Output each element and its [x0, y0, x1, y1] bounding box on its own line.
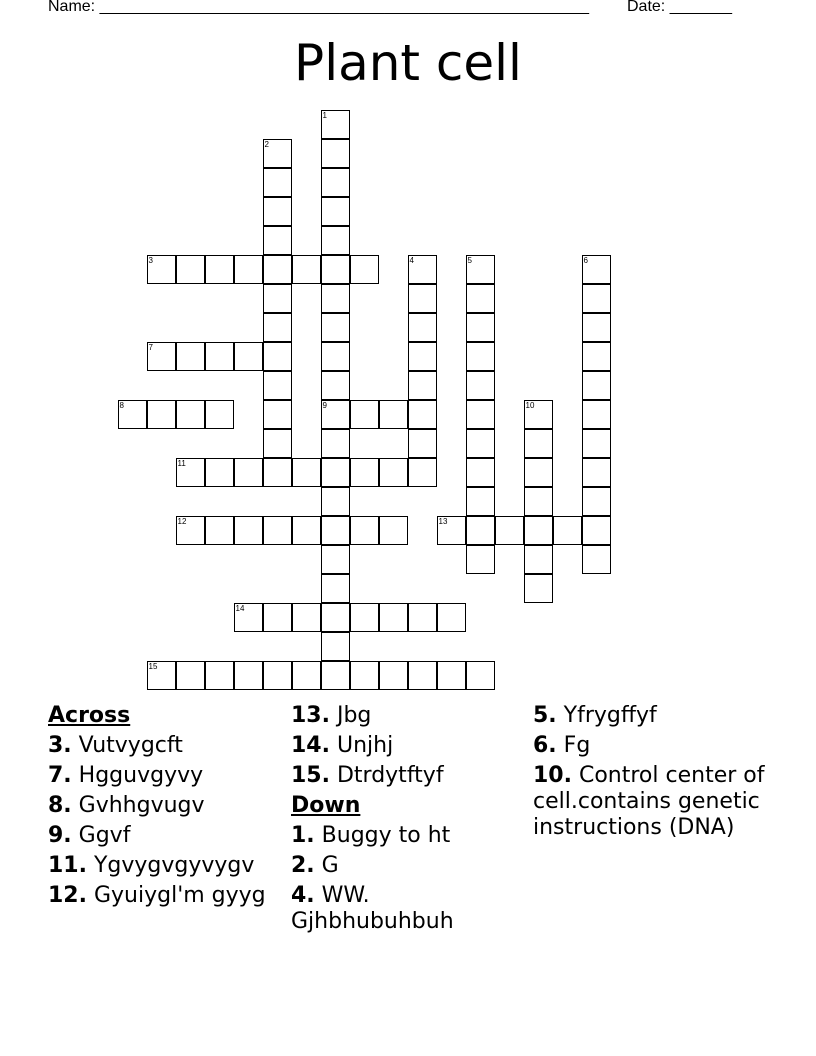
cell-number: 7 — [148, 343, 153, 352]
crossword-cell[interactable] — [147, 342, 176, 371]
cell-number: 3 — [148, 256, 153, 265]
crossword-cell[interactable] — [582, 545, 611, 574]
crossword-cell[interactable] — [321, 226, 350, 255]
clue-item — [48, 733, 273, 759]
crossword-cell[interactable] — [263, 458, 292, 487]
crossword-cell[interactable] — [263, 139, 292, 168]
clue-text: Buggy to ht — [314, 823, 451, 848]
crossword-cell[interactable] — [147, 255, 176, 284]
clues-column-3 — [533, 703, 773, 845]
crossword-cell[interactable] — [292, 516, 321, 545]
crossword-cell[interactable] — [466, 545, 495, 574]
crossword-cell[interactable] — [582, 255, 611, 284]
cell-number: 8 — [119, 401, 124, 410]
crossword-cell[interactable] — [205, 458, 234, 487]
crossword-cell[interactable] — [524, 429, 553, 458]
crossword-cell[interactable] — [205, 342, 234, 371]
crossword-cell[interactable] — [263, 226, 292, 255]
cell-number: 5 — [467, 256, 472, 265]
crossword-cell[interactable] — [205, 661, 234, 690]
cell-number: 9 — [322, 401, 327, 410]
down-heading: Down — [291, 793, 361, 818]
crossword-cell[interactable] — [466, 400, 495, 429]
crossword-cell[interactable] — [350, 458, 379, 487]
clue-item — [48, 853, 273, 879]
crossword-cell[interactable] — [263, 516, 292, 545]
crossword-cell[interactable] — [292, 661, 321, 690]
clue-number: 1. — [291, 823, 315, 848]
crossword-cell[interactable] — [466, 255, 495, 284]
crossword-cell[interactable] — [379, 516, 408, 545]
clue-text: Control center of cell.contains genetic instructions (DNA) — [533, 763, 765, 840]
crossword-cell[interactable] — [437, 661, 466, 690]
clue-item — [291, 703, 521, 729]
cell-number: 4 — [409, 256, 414, 265]
clue-item — [533, 763, 773, 841]
cell-number: 10 — [525, 401, 535, 410]
crossword-cell[interactable] — [321, 400, 350, 429]
clue-number: 4. — [291, 883, 315, 908]
crossword-cell[interactable] — [321, 429, 350, 458]
crossword-cell[interactable] — [176, 342, 205, 371]
crossword-cell[interactable] — [582, 458, 611, 487]
crossword-cell[interactable] — [350, 516, 379, 545]
crossword-cell[interactable] — [350, 603, 379, 632]
crossword-cell[interactable] — [466, 342, 495, 371]
crossword-cell[interactable] — [234, 255, 263, 284]
crossword-cell[interactable] — [466, 371, 495, 400]
crossword-cell[interactable] — [466, 458, 495, 487]
crossword-cell[interactable] — [263, 168, 292, 197]
crossword-cell[interactable] — [263, 400, 292, 429]
clue-text: G — [314, 853, 339, 878]
crossword-cell[interactable] — [321, 516, 350, 545]
crossword-cell[interactable] — [408, 603, 437, 632]
crossword-cell[interactable] — [321, 458, 350, 487]
crossword-cell[interactable] — [495, 516, 524, 545]
crossword-cell[interactable] — [321, 255, 350, 284]
cell-number: 12 — [177, 517, 187, 526]
clue-item — [48, 763, 273, 789]
crossword-cell[interactable] — [263, 313, 292, 342]
clue-text: Hgguvgyvy — [71, 763, 204, 788]
cell-number: 1 — [322, 111, 327, 120]
crossword-cell[interactable] — [292, 458, 321, 487]
crossword-cell[interactable] — [466, 661, 495, 690]
crossword-cell[interactable] — [263, 342, 292, 371]
crossword-cell[interactable] — [321, 313, 350, 342]
crossword-cell[interactable] — [582, 487, 611, 516]
clues-column-2 — [291, 703, 521, 939]
page-title: Plant cell — [294, 34, 522, 92]
crossword-cell[interactable] — [321, 168, 350, 197]
crossword-cell[interactable] — [350, 255, 379, 284]
crossword-cell[interactable] — [234, 603, 263, 632]
clue-number: 3. — [48, 733, 72, 758]
crossword-cell[interactable] — [205, 255, 234, 284]
crossword-cell[interactable] — [263, 371, 292, 400]
crossword-cell[interactable] — [466, 516, 495, 545]
crossword-cell[interactable] — [118, 400, 147, 429]
clue-item — [48, 823, 273, 849]
crossword-cell[interactable] — [176, 516, 205, 545]
crossword-cell[interactable] — [321, 110, 350, 139]
crossword-cell[interactable] — [408, 284, 437, 313]
across-heading: Across — [48, 703, 131, 728]
crossword-cell[interactable] — [582, 284, 611, 313]
cell-number: 11 — [177, 459, 186, 468]
crossword-cell[interactable] — [408, 371, 437, 400]
crossword-cell[interactable] — [321, 139, 350, 168]
crossword-cell[interactable] — [234, 516, 263, 545]
crossword-cell[interactable] — [524, 400, 553, 429]
clue-item — [533, 733, 773, 759]
clue-text: Ggvf — [71, 823, 131, 848]
crossword-cell[interactable] — [553, 516, 582, 545]
crossword-cell[interactable] — [582, 313, 611, 342]
crossword-cell[interactable] — [437, 516, 466, 545]
cell-number: 6 — [583, 256, 588, 265]
crossword-cell[interactable] — [379, 661, 408, 690]
crossword-cell[interactable] — [292, 603, 321, 632]
crossword-cell[interactable] — [524, 545, 553, 574]
clue-number: 2. — [291, 853, 315, 878]
clue-text: Dtrdytftyf — [329, 763, 444, 788]
crossword-cell[interactable] — [321, 197, 350, 226]
crossword-cell[interactable] — [263, 284, 292, 313]
crossword-cell[interactable] — [321, 487, 350, 516]
clue-item — [48, 793, 273, 819]
crossword-cell[interactable] — [408, 458, 437, 487]
clue-text: Unjhj — [329, 733, 394, 758]
cell-number: 14 — [235, 604, 245, 613]
crossword-cell[interactable] — [582, 429, 611, 458]
clue-number: 15. — [291, 763, 330, 788]
crossword-cell[interactable] — [379, 603, 408, 632]
crossword-cell[interactable] — [176, 255, 205, 284]
clue-number: 12. — [48, 883, 87, 908]
crossword-cell[interactable] — [321, 284, 350, 313]
clue-item — [48, 883, 273, 909]
crossword-cell[interactable] — [582, 516, 611, 545]
name-field-label: Name: _______________________________________________________ — [48, 0, 589, 15]
cell-number: 13 — [438, 517, 448, 526]
clue-text: Fg — [556, 733, 591, 758]
clue-item — [533, 703, 773, 729]
clue-item — [291, 853, 521, 879]
date-field-label: Date: _______ — [627, 0, 732, 15]
crossword-cell[interactable] — [408, 429, 437, 458]
clue-number: 11. — [48, 853, 87, 878]
clues-column-1 — [48, 703, 273, 913]
clue-item — [291, 733, 521, 759]
crossword-cell[interactable] — [408, 661, 437, 690]
clue-item — [291, 763, 521, 789]
crossword-cell[interactable] — [263, 661, 292, 690]
crossword-cell[interactable] — [205, 400, 234, 429]
crossword-cell[interactable] — [263, 429, 292, 458]
clue-text: Ygvygvgyvygv — [86, 853, 255, 878]
clue-item — [291, 883, 521, 935]
crossword-cell[interactable] — [379, 400, 408, 429]
clue-number: 9. — [48, 823, 72, 848]
crossword-cell[interactable] — [321, 342, 350, 371]
crossword-cell[interactable] — [321, 371, 350, 400]
crossword-cell[interactable] — [263, 197, 292, 226]
crossword-cell[interactable] — [379, 458, 408, 487]
crossword-cell[interactable] — [582, 400, 611, 429]
crossword-cell[interactable] — [176, 400, 205, 429]
crossword-cell[interactable] — [350, 400, 379, 429]
clue-text: Gvhhgvugv — [71, 793, 205, 818]
crossword-cell[interactable] — [176, 661, 205, 690]
crossword-cell[interactable] — [321, 661, 350, 690]
crossword-cell[interactable] — [147, 661, 176, 690]
crossword-cell[interactable] — [524, 487, 553, 516]
crossword-cell[interactable] — [234, 342, 263, 371]
cell-number: 15 — [148, 662, 158, 671]
crossword-cell[interactable] — [408, 255, 437, 284]
crossword-cell[interactable] — [147, 400, 176, 429]
crossword-cell[interactable] — [524, 458, 553, 487]
cell-number: 2 — [264, 140, 269, 149]
crossword-cell[interactable] — [205, 516, 234, 545]
clue-number: 13. — [291, 703, 330, 728]
crossword-cell[interactable] — [263, 603, 292, 632]
crossword-cell[interactable] — [524, 574, 553, 603]
clue-number: 7. — [48, 763, 72, 788]
clue-number: 14. — [291, 733, 330, 758]
crossword-cell[interactable] — [321, 545, 350, 574]
crossword-cell[interactable] — [466, 313, 495, 342]
crossword-cell[interactable] — [321, 603, 350, 632]
crossword-cell[interactable] — [292, 255, 321, 284]
crossword-cell[interactable] — [466, 284, 495, 313]
crossword-cell[interactable] — [582, 371, 611, 400]
crossword-cell[interactable] — [234, 458, 263, 487]
crossword-cell[interactable] — [408, 342, 437, 371]
crossword-cell[interactable] — [466, 429, 495, 458]
clue-text: Yfrygffyf — [556, 703, 657, 728]
crossword-cell[interactable] — [582, 342, 611, 371]
clue-item — [291, 823, 521, 849]
crossword-cell[interactable] — [321, 632, 350, 661]
clue-text: WW. Gjhbhubuhbuh — [291, 883, 454, 934]
clue-number: 6. — [533, 733, 557, 758]
crossword-cell[interactable] — [263, 255, 292, 284]
clue-number: 10. — [533, 763, 572, 788]
clue-number: 5. — [533, 703, 557, 728]
clue-number: 8. — [48, 793, 72, 818]
crossword-cell[interactable] — [466, 487, 495, 516]
crossword-cell[interactable] — [524, 516, 553, 545]
clue-text: Jbg — [329, 703, 372, 728]
crossword-cell[interactable] — [176, 458, 205, 487]
crossword-cell[interactable] — [408, 313, 437, 342]
crossword-cell[interactable] — [350, 661, 379, 690]
crossword-cell[interactable] — [234, 661, 263, 690]
crossword-cell[interactable] — [437, 603, 466, 632]
clue-text: Gyuiygl'm gyyg — [86, 883, 266, 908]
clue-text: Vutvygcft — [71, 733, 183, 758]
crossword-cell[interactable] — [408, 400, 437, 429]
crossword-cell[interactable] — [321, 574, 350, 603]
